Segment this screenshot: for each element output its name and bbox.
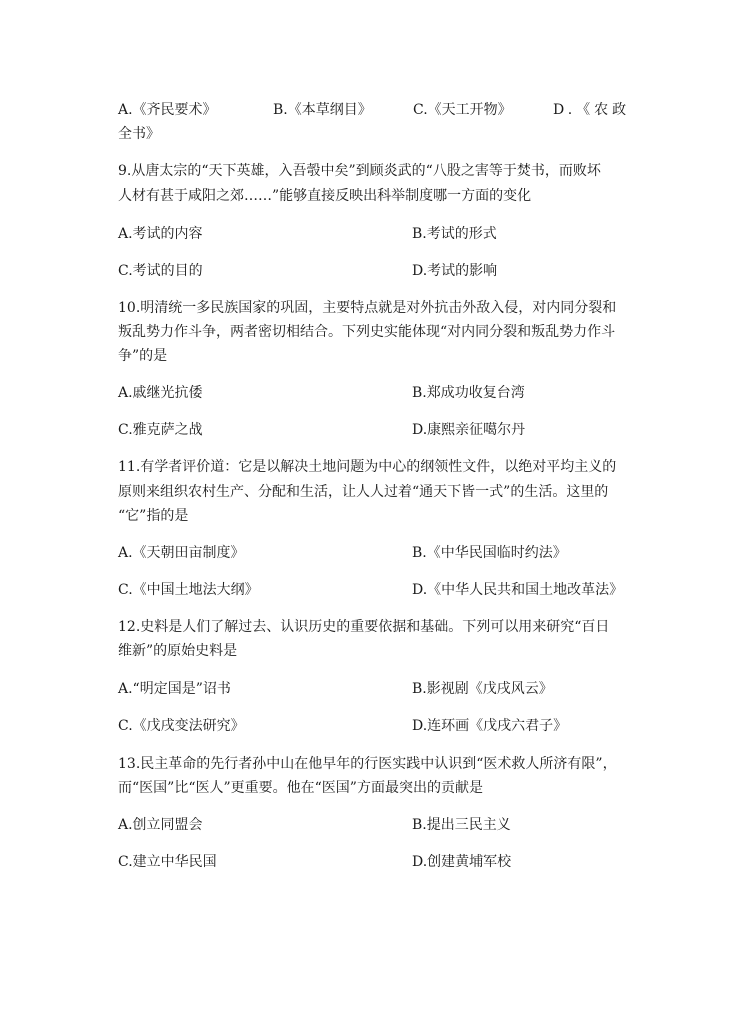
- q9-option-d: D.考试的影响: [412, 263, 498, 279]
- q8-option-a: A.《齐民要术》: [118, 102, 217, 118]
- q10-option-c: C.雅克萨之战: [118, 422, 203, 438]
- q12-option-d: D.连环画《戊戌六君子》: [412, 718, 568, 734]
- q13-stem-line-2: 而“医国”比“医人”更重要。他在“医国”方面最突出的贡献是: [118, 780, 483, 796]
- q8-option-c: C.《天工开物》: [413, 102, 512, 118]
- q11-stem-line-2: 原则来组织农村生产、分配和生活，让人人过着“通天下皆一式”的生活。这里的: [118, 484, 609, 500]
- q11-stem-line-3: “它”指的是: [118, 508, 189, 524]
- q9-option-b: B.考试的形式: [412, 226, 497, 242]
- q10-stem-line-1: 10.明清统一多民族国家的巩固，主要特点就是对外抗击外敌入侵，对内同分裂和: [118, 300, 617, 316]
- q10-option-a: A.戚继光抗倭: [118, 385, 203, 401]
- q9-option-c: C.考试的目的: [118, 263, 203, 279]
- q11-stem-line-1: 11.有学者评价道：它是以解决土地问题为中心的纲领性文件，以绝对平均主义的: [118, 459, 617, 475]
- q8-option-b: B.《本草纲目》: [273, 102, 372, 118]
- q11-option-c: C.《中国土地法大纲》: [118, 582, 259, 598]
- q10-option-b: B.郑成功收复台湾: [412, 385, 525, 401]
- q10-stem-line-3: 争”的是: [118, 348, 168, 364]
- q12-option-b: B.影视剧《戊戌风云》: [412, 681, 553, 697]
- q13-option-b: B.提出三民主义: [412, 817, 511, 833]
- q10-stem-line-2: 叛乱势力作斗争，两者密切相结合。下列史实能体现“对内同分裂和叛乱势力作斗: [118, 324, 616, 340]
- q13-stem-line-1: 13.民主革命的先行者孙中山在他早年的行医实践中认识到“医术救人所济有限”，: [118, 756, 617, 772]
- q13-option-a: A.创立同盟会: [118, 817, 203, 833]
- q11-option-a: A.《天朝田亩制度》: [118, 545, 245, 561]
- q12-option-a: A.“明定国是”诏书: [118, 681, 231, 697]
- q9-stem-line-1: 9.从唐太宗的“天下英雄，入吾彀中矣”到顾炎武的“八股之害等于焚书，而败坏: [118, 163, 601, 179]
- q9-option-a: A.考试的内容: [118, 226, 203, 242]
- q12-option-c: C.《戊戌变法研究》: [118, 718, 245, 734]
- q12-stem-line-1: 12.史料是人们了解过去、认识历史的重要依据和基础。下列可以用来研究“百日: [118, 619, 610, 635]
- q10-option-d: D.康熙亲征噶尔丹: [412, 422, 526, 438]
- q8-option-d: D.《农政: [553, 102, 631, 118]
- q9-stem-line-2: 人材有甚于咸阳之郊……”能够直接反映出科举制度哪一方面的变化: [118, 188, 532, 204]
- q8-option-d-continued: 全书》: [118, 126, 160, 142]
- q11-option-b: B.《中华民国临时约法》: [412, 545, 567, 561]
- q13-option-d: D.创建黄埔军校: [412, 854, 512, 870]
- q12-stem-line-2: 维新”的原始史料是: [118, 643, 238, 659]
- q11-option-d: D.《中华人民共和国土地改革法》: [412, 582, 624, 598]
- q13-option-c: C.建立中华民国: [118, 854, 217, 870]
